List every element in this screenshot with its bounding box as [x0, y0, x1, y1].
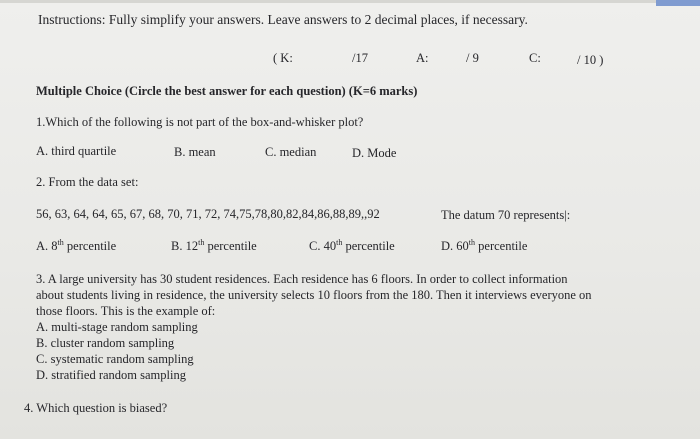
score-a-label: A: — [416, 51, 429, 65]
q2-option-b-rest: percentile — [204, 239, 257, 253]
score-k-total: /17 — [352, 51, 368, 65]
q2-option-c-main: C. 40 — [309, 239, 337, 253]
score-k-open: ( K: — [273, 51, 293, 65]
page-top-edge — [0, 0, 700, 3]
q2-option-b-sup: th — [198, 237, 205, 247]
q1-option-c[interactable]: C. median — [265, 145, 317, 159]
section-title: Multiple Choice (Circle the best answer for each question) (K=6 marks) — [36, 84, 418, 98]
q2-option-d-main: D. 60 — [441, 239, 469, 253]
score-c-total: / 10 ) — [577, 53, 604, 67]
q2-option-c-rest: percentile — [342, 239, 395, 253]
q1-option-d[interactable]: D. Mode — [352, 146, 397, 160]
q2-option-a[interactable] — [36, 239, 116, 254]
q2-option-c-sup: th — [336, 237, 343, 247]
q3-line-2: about students living in residence, the university selects 10 floors from the 180. Then it interviews everyone on — [36, 288, 592, 302]
q2-option-c[interactable] — [309, 239, 395, 254]
score-c-label: C: — [529, 51, 541, 65]
q2-question: 2. From the data set: — [36, 175, 139, 189]
instructions-text: Fully simplify your answers. Leave answers to 2 decimal places, if necessary. — [105, 12, 528, 27]
q4-question: 4. Which question is biased? — [24, 401, 168, 415]
q2-option-d[interactable] — [441, 239, 527, 254]
q2-option-b[interactable] — [171, 239, 257, 254]
score-a-total: / 9 — [466, 51, 479, 65]
q2-option-a-sup: th — [57, 237, 64, 247]
q2-option-b-main: B. 12 — [171, 239, 199, 253]
q1-question: 1.Which of the following is not part of the box-and-whisker plot? — [36, 115, 364, 129]
q3-option-a[interactable]: A. multi-stage random sampling — [36, 320, 198, 334]
q2-option-d-rest: percentile — [475, 239, 528, 253]
q3-option-d[interactable]: D. stratified random sampling — [36, 368, 186, 382]
q3-line-3: those floors. This is the example of: — [36, 304, 216, 318]
q1-option-a[interactable]: A. third quartile — [36, 144, 117, 158]
q2-data-set: 56, 63, 64, 64, 65, 67, 68, 70, 71, 72, 74,75,78,80,82,84,86,88,89,,92 — [36, 207, 380, 221]
q3-text — [36, 271, 592, 383]
q3-line-1: 3. A large university has 30 student residences. Each residence has 6 floors. In order to collect information — [36, 272, 568, 286]
corner-watermark — [656, 0, 700, 6]
q2-prompt: The datum 70 represents|: — [441, 208, 571, 222]
q3-option-b[interactable]: B. cluster random sampling — [36, 336, 175, 350]
q2-option-a-rest: percentile — [63, 239, 117, 253]
q1-option-b[interactable]: B. mean — [174, 145, 216, 159]
q2-option-d-sup: th — [468, 237, 476, 247]
instructions-label: Instructions: — [38, 12, 106, 27]
q2-option-a-main: A. 8 — [36, 239, 58, 253]
q3-option-c[interactable]: C. systematic random sampling — [36, 352, 194, 366]
instructions-line — [38, 12, 528, 28]
